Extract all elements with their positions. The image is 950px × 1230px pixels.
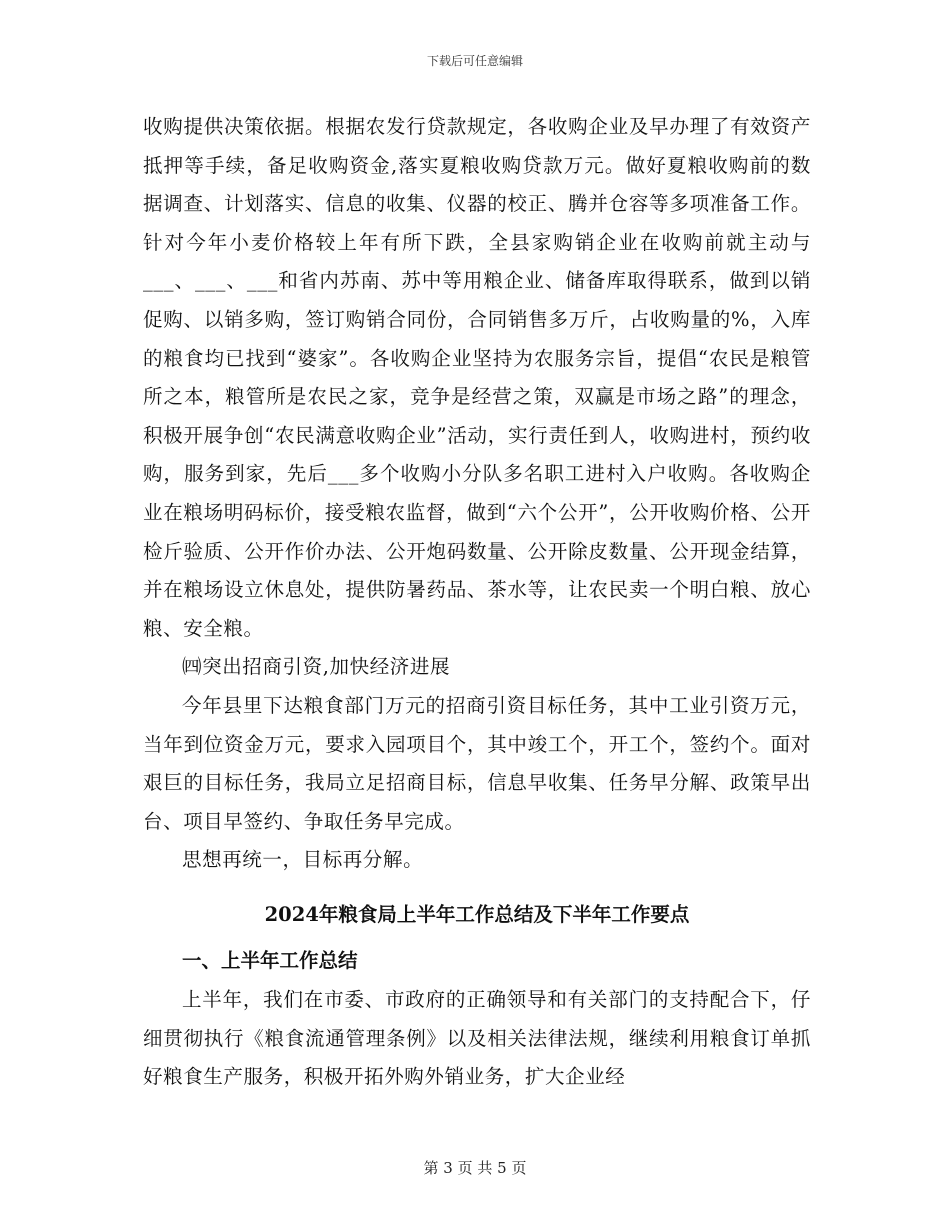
paragraph-first-half-summary: 上半年，我们在市委、市政府的正确领导和有关部门的支持配合下，仔细贯彻执行《粮食流通管理条例》以及相关法律法规，继续利用粮食订单抓好粮食生产服务，积极开拓外购外销业务，扩大企业经	[143, 988, 811, 1089]
sub-heading-first-half-summary: 一、上半年工作总结	[182, 949, 358, 973]
paragraph-unify-thinking: 思想再统一，目标再分解。	[182, 848, 424, 872]
paragraph-investment-heading: ㈣突出招商引资,加快经济进展	[182, 655, 451, 679]
document-body	[143, 108, 811, 1097]
section-title: 2024年粮食局上半年工作总结及下半年工作要点	[264, 902, 690, 926]
page-header: 下载后可任意编辑	[426, 54, 523, 68]
page-footer: 第 3 页 共 5 页	[423, 1159, 527, 1177]
paragraph-grain-purchase: 收购提供决策依据。根据农发行贷款规定，各收购企业及早办理了有效资产抵押等手续，备足收购资金,落实夏粮收购贷款万元。做好夏粮收购前的数据调查、计划落实、信息的收集、仪器的校正、腾并仓容等多项准备工作。针对今年小麦价格较上年有所下跌，全县家购销企业在收购前就主动与___、___、___和省内苏南、苏中等用粮企业、储备库取得联系，做到以销促购、以销多购，签订购销合同份，合同销售多万斤，占收购量的%，入库的粮食均已找到“婆家”。各收购企业坚持为农服务宗旨，提倡“农民是粮管所之本，粮管所是农民之家，竞争是经营之策，双赢是市场之路”的理念，积极开展争创“农民满意收购企业”活动，实行责任到人，收购进村，预约收购，服务到家，先后___多个收购小分队多名职工进村入户收购。各收购企业在粮场明码标价，接受粮农监督，做到“六个公开”，公开收购价格、公开检斤验质、公开作价办法、公开炮码数量、公开除皮数量、公开现金结算，并在粮场设立休息处，提供防暑药品、茶水等，让农民卖一个明白粮、放心粮、安全粮。	[143, 115, 811, 640]
paragraph-investment-targets: 今年县里下达粮食部门万元的招商引资目标任务，其中工业引资万元，当年到位资金万元，要求入园项目个，其中竣工个，开工个，签约个。面对艰巨的目标任务，我局立足招商目标，信息早收集、任务早分解、政策早出台、项目早签约、争取任务早完成。	[143, 693, 811, 833]
